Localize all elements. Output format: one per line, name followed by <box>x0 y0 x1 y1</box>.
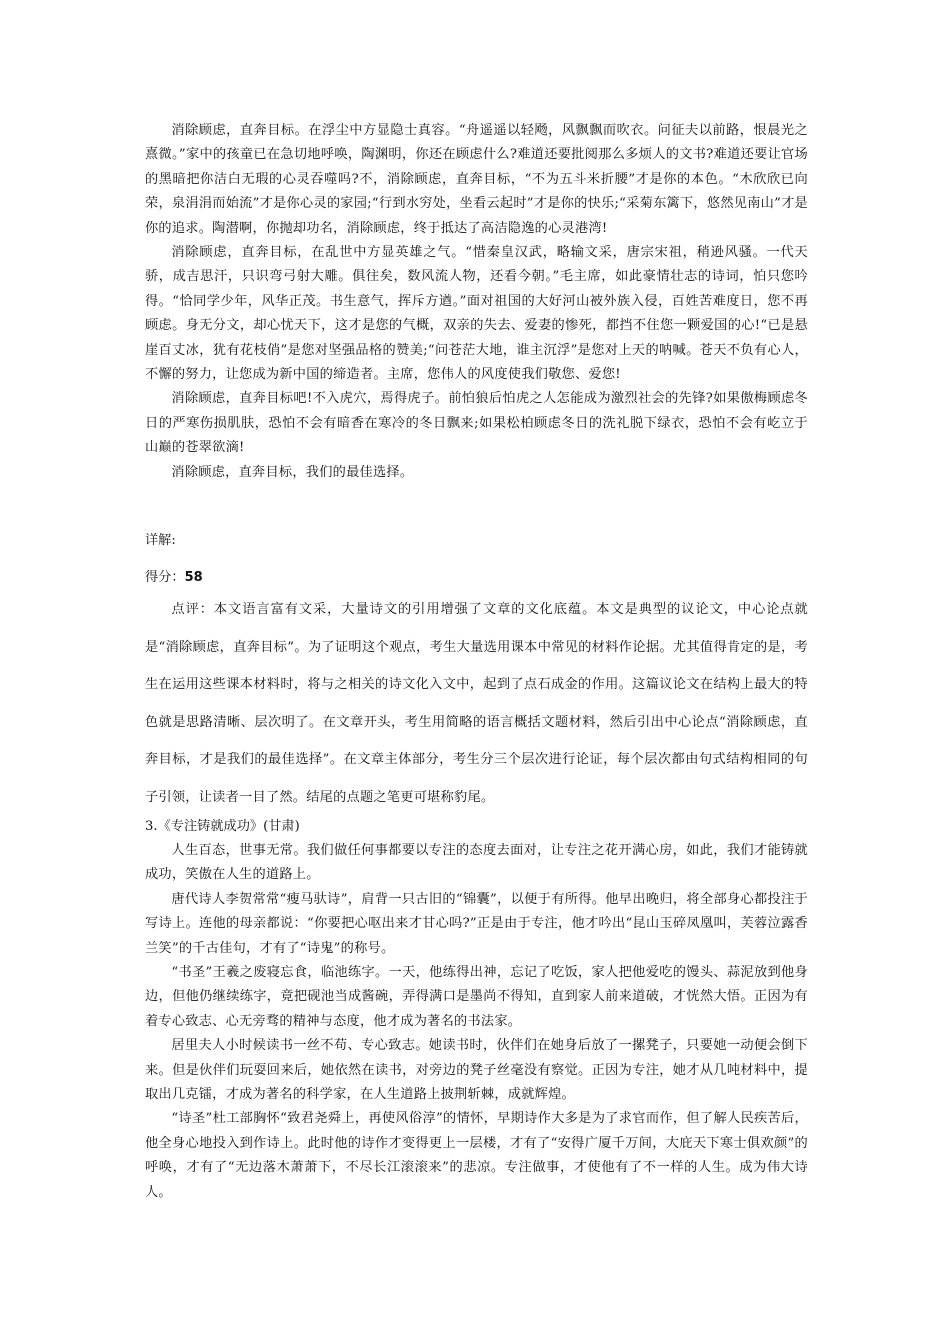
detail-label: 详解: <box>145 533 176 548</box>
paragraph: 人生百态，世事无常。我们做任何事都要以专注的态度去面对，让专注之花开满心房，如此，我们才能铸就成功，笑傲在人生的道路上。 <box>145 843 808 883</box>
paragraph: 消除顾虑，直奔目标吧!不入虎穴，焉得虎子。前怕狼后怕虎之人怎能成为激烈社会的先锋?如果傲梅顾虑冬日的严寒伤损肌肤，恐怕不会有暗香在寒冷的冬日飘来;如果松柏顾虑冬日的洗礼脱下绿衣，恐怕不会有屹立于山巅的苍翠欲滴! <box>145 391 808 456</box>
paragraph: 消除顾虑，直奔目标，我们的最佳选择。 <box>171 464 414 480</box>
score-line <box>145 566 203 585</box>
paragraph: 消除顾虑，直奔目标。在浮尘中方显隐士真容。“舟遥遥以轻飏，风飘飘而吹衣。问征夫以前路，恨晨光之熹微。”家中的孩童已在急切地呼唤，陶渊明，你还在顾虑什么?难道还要批阅那么多烦人的文书?难道还要让官场的黑暗把你洁白无瑕的心灵吞噬吗?不，消除顾虑，直奔目标，“不为五斗米折腰”才是你的本色。“木欣欣已向荣，泉涓涓而始流”才是你心灵的家园;“行到水穷处，坐看云起时”才是你的快乐;“采菊东篱下，悠然见南山”才是你的追求。陶潜啊，你抛却功名，消除顾虑，终于抵达了高洁隐逸的心灵港湾! <box>145 123 808 236</box>
paragraph: 唐代诗人李贺常常“瘦马驮诗”，肩背一只古旧的“锦囊”，以便于有所得。他早出晚归，将全部身心都投注于写诗上。连他的母亲都说：“你要把心呕出来才甘心吗?”正是由于专注，他才吟出“昆山玉碎凤凰叫，芙蓉泣露香兰笑”的千古佳句，才有了“诗鬼”的称号。 <box>145 891 808 956</box>
paragraph: “书圣”王羲之废寝忘食，临池练字。一天，他练得出神，忘记了吃饭，家人把他爱吃的馒头、蒜泥放到他身边，但他仍继续练字，竟把砚池当成酱碗，弄得满口是墨尚不得知，直到家人前来道破，才恍然大悟。正因为有着专心致志、心无旁骛的精神与态度，他才成为著名的书法家。 <box>145 965 808 1029</box>
score-value: 58 <box>184 570 203 585</box>
paragraph: 消除顾虑，直奔目标，在乱世中方显英雄之气。“惜秦皇汉武，略输文采，唐宗宋祖，稍逊风骚。一代天骄，成吉思汗，只识弯弓射大雕。俱往矣，数风流人物，还看今朝。”毛主席，如此豪情壮志的诗词，怕只您吟得。“恰同学少年，风华正茂。书生意气，挥斥方遒。”面对祖国的大好河山被外族入侵，百姓苦难度日，您不再顾虑。身无分文，却心忧天下，这才是您的气概，双亲的失去、爱妻的惨死，都挡不住您一颗爱国的心!“已是悬崖百丈冰，犹有花枝俏”是您对坚强品格的赞美;“问苍茫大地，谁主沉浮”是您对上天的呐喊。苍天不负有心人，不懈的努力，让您成为新中国的缔造者。主席，您伟人的风度使我们敬您、爱您! <box>145 245 808 383</box>
essay3-section <box>145 839 808 1205</box>
paragraph: “诗圣”杜工部胸怀“致君尧舜上，再使风俗淳”的情怀，早期诗作大多是为了求官而作，但了解人民疾苦后，他全身心地投入到作诗上。此时他的诗作才变得更上一层楼，才有了“安得广厦千万间，大庇天下寒士俱欢颜”的呼唤，才有了“无边落木萧萧下，不尽长江滚滚来”的悲凉。专注做事，才使他有了不一样的人生。成为伟大诗人。 <box>145 1111 808 1200</box>
score-label: 得分： <box>145 570 185 585</box>
essay-heading: 3.《专注铸就成功》(甘肃) <box>145 819 300 834</box>
comment-section <box>145 591 808 816</box>
paragraph: 居里夫人小时候读书一丝不苟、专心致志。她读书时，伙伴们在她身后放了一摞凳子，只要她一动便会倒下来。但是伙伴们玩耍回来后，她依然在读书，对旁边的凳子丝毫没有察觉。正因为专注，她才从几吨材料中，提取出几克镭，才成为著名的科学家，在人生道路上披荆斩棘，成就辉煌。 <box>145 1038 808 1103</box>
comment-paragraph: 点评：本文语言富有文采，大量诗文的引用增强了文章的文化底蕴。本文是典型的议论文，中心论点就是“消除顾虑，直奔目标”。为了证明这个观点，考生大量选用课本中常见的材料作论据。尤其值得肯定的是，考生在运用这些课本材料时，将与之相关的诗文化入文中，起到了点石成金的作用。这篇议论文在结构上最大的特色就是思路清晰、层次明了。在文章开头，考生用简略的语言概括文题材料，然后引出中心论点“消除顾虑，直奔目标，才是我们的最佳选择”。在文章主体部分，考生分三个层次进行论证，每个层次都由句式结构相同的句子引领，让读者一目了然。结尾的点题之笔更可堪称豹尾。 <box>145 602 808 805</box>
essay-ending-section <box>145 119 808 485</box>
